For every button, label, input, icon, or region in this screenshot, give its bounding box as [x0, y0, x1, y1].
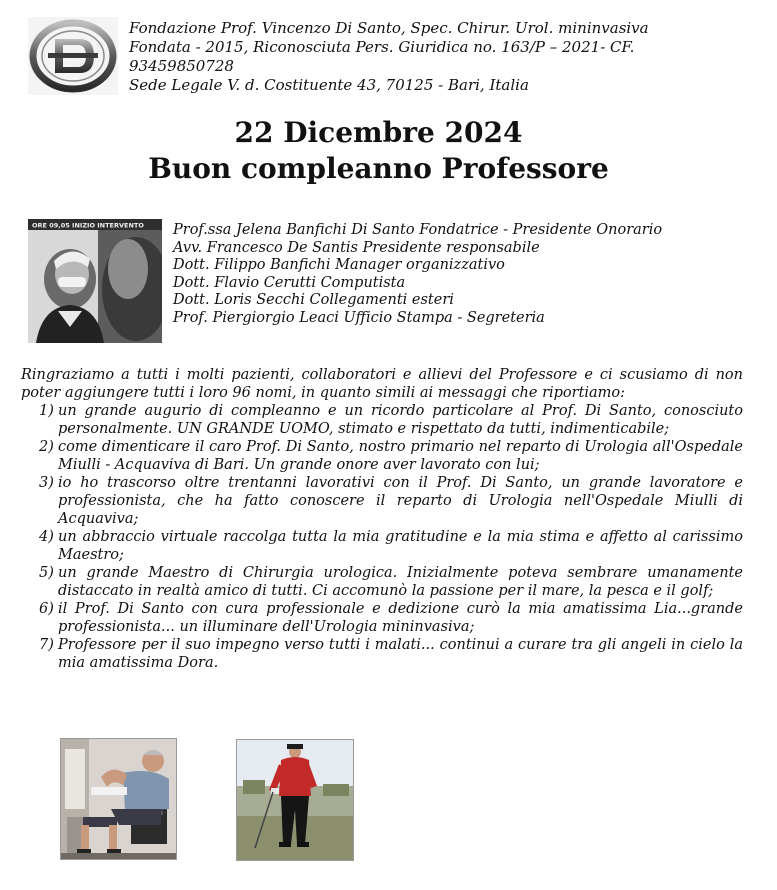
- message-text: un grande augurio di compleanno e un ricordo particolare al Prof. Di Santo, conosciuto personalmente. UN GRANDE UOMO, stimato e rispettato da tutti, indimenticabile;: [58, 403, 743, 437]
- foundation-logo: [28, 17, 118, 95]
- org-name: Fondazione Prof. Vincenzo Di Santo, Spec. Chirur. Urol. mininvasiva: [129, 19, 649, 37]
- foundation-ds-logo-icon: [28, 17, 118, 95]
- message-item: [21, 402, 743, 438]
- message-text: io ho trascorso oltre trentanni lavorativi con il Prof. Di Santo, un grande lavoratore e professionista, che ha fatto conoscere il reparto di Urologia nell'Ospedale Miulli di Acquaviva;: [58, 475, 743, 527]
- message-number: 2): [39, 439, 54, 455]
- message-text: come dimenticare il caro Prof. Di Santo, nostro primario nel reparto di Urologia all'Ospedale Miulli - Acquaviva di Bari. Un grande onore aver lavorato con lui;: [58, 439, 743, 473]
- portrait-caption: ORE 09,05 INIZIO INTERVENTO: [32, 221, 144, 230]
- message-text: il Prof. Di Santo con cura professionale e dedizione curò la mia amatissima Lia...grande professionista... un illuminare dell'Urologia mininvasiva;: [58, 601, 743, 635]
- photo-seated-man: [60, 738, 177, 860]
- message-text: un grande Maestro di Chirurgia urologica. Inizialmente poteva sembrare umanamente distaccato in realtà amico di tutti. Ci accomunò la passione per il mare, la pesca e il golf;: [58, 565, 743, 599]
- page-title: [0, 115, 757, 187]
- message-number: 4): [39, 529, 54, 545]
- staff-member: Avv. Francesco De Santis Presidente responsabile: [173, 239, 540, 256]
- staff-member: Dott. Flavio Cerutti Computista: [173, 274, 406, 291]
- organization-info: [129, 19, 759, 95]
- message-item: [21, 438, 743, 474]
- golfer-photo: [237, 740, 353, 860]
- title-date: 22 Dicembre 2024: [234, 116, 523, 149]
- staff-member: Prof.ssa Jelena Banfichi Di Santo Fondatrice - Presidente Onorario: [173, 222, 663, 238]
- org-founding: Fondata - 2015, Riconosciuta Pers. Giuridica no. 163/P – 2021- CF.: [129, 38, 635, 56]
- message-item: [21, 474, 743, 528]
- message-item: [21, 528, 743, 564]
- messages-list: [21, 402, 743, 672]
- message-number: 1): [39, 403, 54, 419]
- message-number: 7): [39, 637, 54, 653]
- org-address: Sede Legale V. d. Costituente 43, 70125 - Bari, Italia: [129, 76, 529, 94]
- message-number: 6): [39, 601, 54, 617]
- message-item: [21, 600, 743, 636]
- message-text: Professore per il suo impegno verso tutti i malati... continui a curare tra gli angeli in cielo la mia amatissima Dora.: [58, 637, 743, 671]
- staff-member: Dott. Filippo Banfichi Manager organizzativo: [173, 257, 505, 273]
- professor-portrait: [28, 219, 162, 343]
- message-number: 3): [39, 475, 54, 491]
- message-number: 5): [39, 565, 54, 581]
- message-item: [21, 636, 743, 672]
- message-text: un abbraccio virtuale raccolga tutta la mia gratitudine e la mia stima e affetto al carissimo Maestro;: [58, 529, 743, 563]
- intro-paragraph: Ringraziamo a tutti i molti pazienti, collaboratori e allievi del Professore e ci scusiamo di non poter aggiungere tutti i loro 96 nomi, in quanto simili ai messaggi che riportiamo:: [21, 367, 743, 401]
- photo-golfer: [236, 739, 354, 861]
- org-tax-code: 93459850728: [129, 57, 234, 75]
- staff-member: Dott. Loris Secchi Collegamenti esteri: [173, 292, 454, 308]
- message-item: [21, 564, 743, 600]
- staff-member: Prof. Piergiorgio Leaci Ufficio Stampa - Segreteria: [173, 309, 545, 326]
- title-greeting: Buon compleanno Professore: [148, 152, 609, 185]
- seated-man-photo: [61, 739, 176, 859]
- staff-list: [173, 222, 753, 327]
